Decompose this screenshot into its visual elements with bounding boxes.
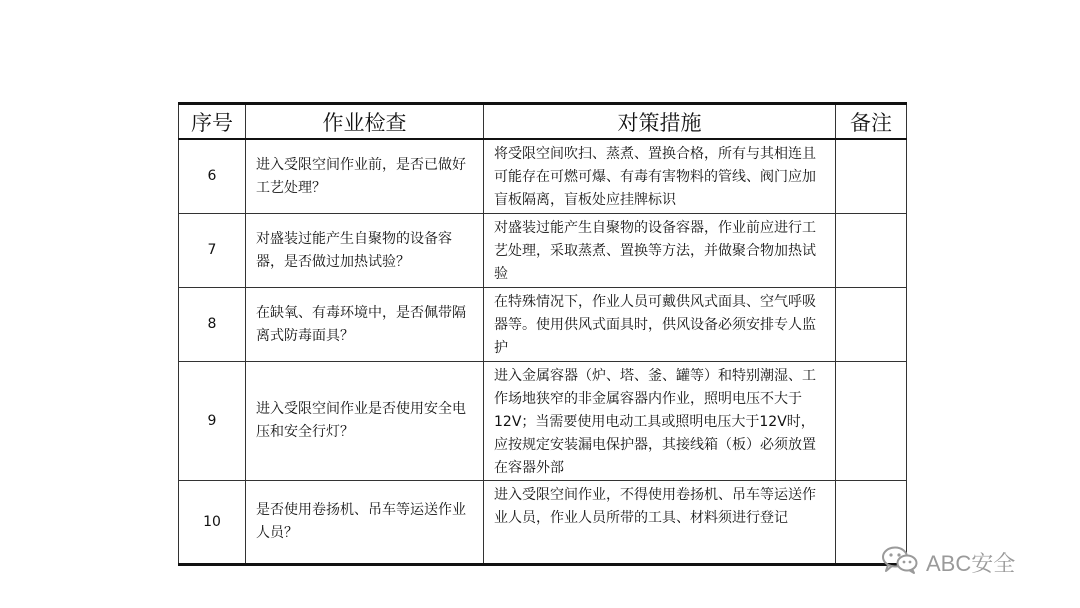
table-row xyxy=(179,139,907,214)
row-index: 8 xyxy=(179,288,246,362)
row-measure: 对盛装过能产生自聚物的设备容器，作业前应进行工艺处理，采取蒸煮、置换等方法，并做聚合物加热试验 xyxy=(484,214,836,288)
header-measure: 对策措施 xyxy=(484,104,836,140)
wechat-icon xyxy=(880,545,920,579)
row-note xyxy=(836,214,907,288)
row-check: 进入受限空间作业是否使用安全电压和安全行灯？ xyxy=(246,362,484,481)
watermark xyxy=(880,545,1015,579)
row-check: 进入受限空间作业前，是否已做好工艺处理？ xyxy=(246,139,484,214)
row-note xyxy=(836,362,907,481)
header-check: 作业检查 xyxy=(246,104,484,140)
table-row xyxy=(179,362,907,481)
table-row xyxy=(179,214,907,288)
header-note: 备注 xyxy=(836,104,907,140)
row-measure: 在特殊情况下，作业人员可戴供风式面具、空气呼吸器等。使用供风式面具时，供风设备必须安排专人监护 xyxy=(484,288,836,362)
row-note xyxy=(836,139,907,214)
row-check: 是否使用卷扬机、吊车等运送作业人员？ xyxy=(246,481,484,565)
row-index: 7 xyxy=(179,214,246,288)
row-measure: 将受限空间吹扫、蒸煮、置换合格，所有与其相连且可能存在可燃可爆、有毒有害物料的管线、阀门应加盲板隔离，盲板处应挂牌标识 xyxy=(484,139,836,214)
row-index: 6 xyxy=(179,139,246,214)
header-index: 序号 xyxy=(179,104,246,140)
row-note xyxy=(836,288,907,362)
safety-check-table xyxy=(178,102,907,566)
row-index: 9 xyxy=(179,362,246,481)
row-measure: 进入金属容器（炉、塔、釜、罐等）和特别潮湿、工作场地狭窄的非金属容器内作业，照明电压不大于12V；当需要使用电动工具或照明电压大于12V时，应按规定安装漏电保护器，其接线箱（板）必须放置在容器外部 xyxy=(484,362,836,481)
row-check: 在缺氧、有毒环境中，是否佩带隔离式防毒面具？ xyxy=(246,288,484,362)
watermark-text: ABC安全 xyxy=(926,550,1016,576)
row-index: 10 xyxy=(179,481,246,565)
table-header-row xyxy=(179,104,907,140)
row-check: 对盛装过能产生自聚物的设备容器，是否做过加热试验？ xyxy=(246,214,484,288)
safety-check-table-wrapper xyxy=(178,102,906,566)
row-measure: 进入受限空间作业，不得使用卷扬机、吊车等运送作业人员，作业人员所带的工具、材料须进行登记 xyxy=(484,481,836,565)
table-row xyxy=(179,288,907,362)
table-row xyxy=(179,481,907,565)
